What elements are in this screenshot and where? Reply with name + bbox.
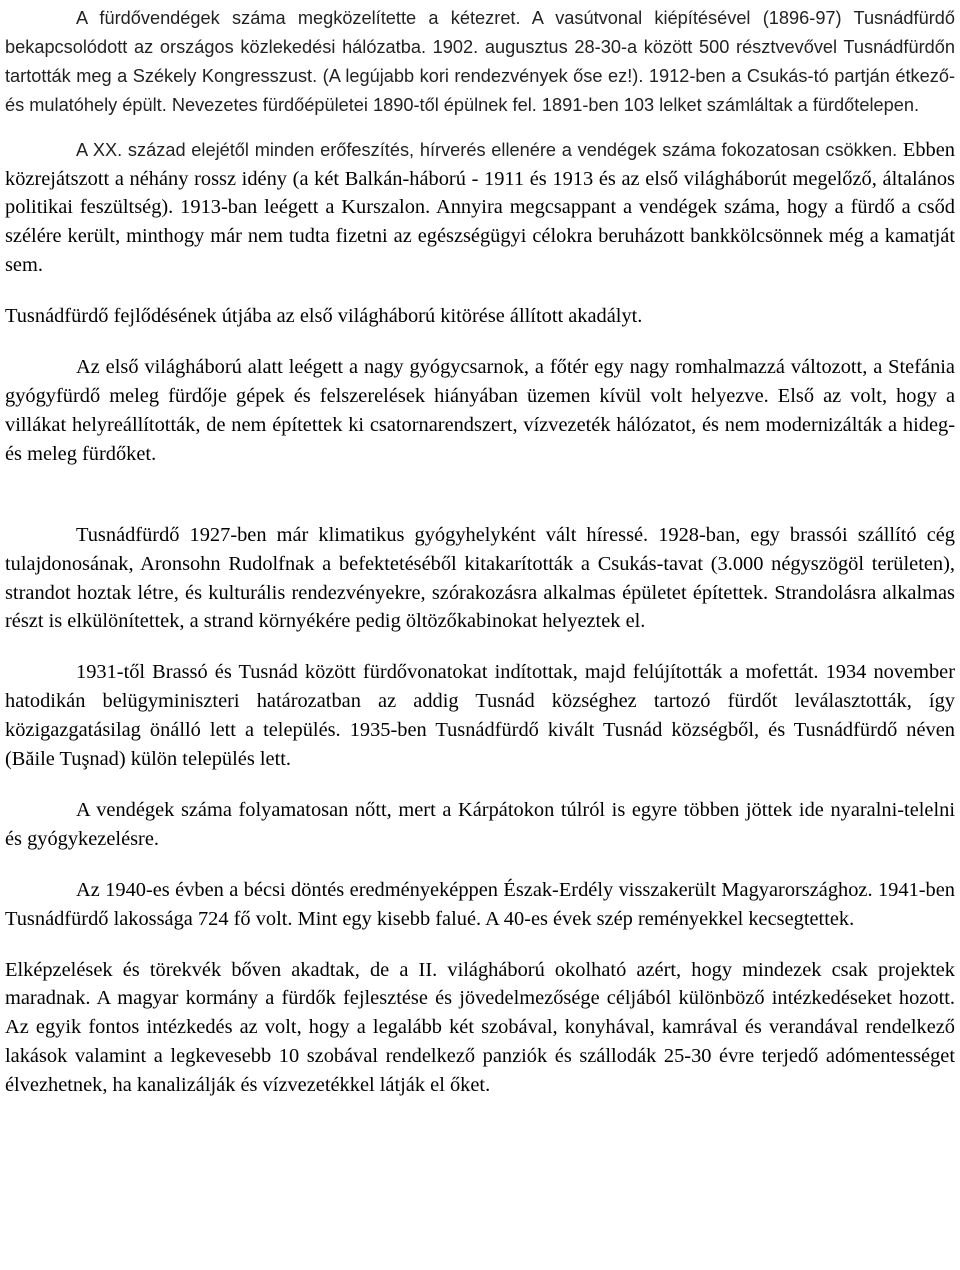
paragraph-growing-guests (5, 796, 955, 854)
paragraph-text: A vendégek száma folyamatosan nőtt, mert a Kárpátokon túlról is egyre többen jöttek ide nyaralni-telelni és gyógykezelésre. (5, 798, 955, 850)
document-page (5, 4, 955, 1100)
paragraph-ww2-plans (5, 956, 955, 1101)
paragraph-1940-vienna-award (5, 876, 955, 934)
paragraph-text: Az első világháború alatt leégett a nagy gyógycsarnok, a főtér egy nagy romhalmazzá változott, a Stefánia gyógyfürdő meleg fürdője gépek és felszerelések hiányában üzemen kívül volt helyezve. Első az volt, hogy a villákat helyreállították, de nem építettek ki csatornarendszert, vízvezeték hálózatot, és nem modernizálták a hideg- és meleg fürdőket. (5, 356, 955, 465)
paragraph-text: Tusnádfürdő fejlődésének útjába az első világháború kitörése állított akadályt. (5, 305, 643, 328)
paragraph-ww1-obstacle (5, 302, 955, 331)
paragraph-text: A XX. század elejétől minden erőfeszítés, hírverés ellenére a vendégek száma fokozatosan csökken. (76, 139, 903, 160)
paragraph-text: A fürdővendégek száma megközelítette a kétezret. A vasútvonal kiépítésével (1896-97) Tusnádfürdő bekapcsolódott az országos közlekedési hálózatba. 1902. augusztus 28-30-a között 500 résztvevővel Tusnádfürdőn tartották meg a Székely Kongresszust. (A legújabb kori rendezvények őse ez!). 1912-ben a Csukás-tó partján étkező- és mulatóhely épült. Nevezetes fürdőépületei 1890-től épülnek fel. 1891-ben 103 lelket számláltak a fürdőtelepen. (5, 8, 955, 115)
paragraph-spa-guests-railway (5, 4, 955, 120)
paragraph-1927-climatic-resort (5, 521, 955, 637)
paragraph-text: Az 1940-es évben a bécsi döntés eredményeképpen Észak-Erdély visszakerült Magyarországhoz. 1941-ben Tusnádfürdő lakossága 724 fő volt. Mint egy kisebb falué. A 40-es évek szép reményekkel kecsegtettek. (5, 878, 955, 930)
paragraph-text: Elképzelések és törekvék bőven akadtak, de a II. világháború okolható azért, hogy mindezek csak projektek maradnak. A magyar kormány a fürdők fejlesztése és jövedelmezősége céljából különböző intézkedéseket hozott. Az egyik fontos intézkedés az volt, hogy a legalább két szobával, konyhával, kamrával és verandával rendelkező lakások valamint a legkevesebb 10 szobával rendelkező panziók és szállodák 25-30 évre terjedő adómentességet élvezhetnek, ha kanalizálják és vízvezetékkel látják el őket. (5, 958, 955, 1097)
paragraph-text: 1931-től Brassó és Tusnád között fürdővonatokat indítottak, majd felújították a mofettát. 1934 november hatodikán belügyminiszteri határozatban az addig Tusnád községhez tartozó fürdőt leválasztották, így közigazgatásilag önálló lett a település. 1935-ben Tusnádfürdő kivált Tusnád községből, és Tusnádfürdő néven (Băile Tuşnad) külön település lett. (5, 661, 955, 771)
paragraph-text: Tusnádfürdő 1927-ben már klimatikus gyógyhelyként vált híressé. 1928-ban, egy brassói szállító cég tulajdonosának, Aronsohn Rudolfnak a befektetéséből kitakarították a Csukás-tavat (3.000 négyszögöl területen), strandot hoztak létre, és kulturális rendezvényekre, szórakozásra alkalmas épületet építettek. Strandolásra alkalmas részt is elkülönítettek, a strand környékére pedig öltözőkabinokat helyeztek el. (5, 523, 955, 633)
paragraph-twentieth-century-decline (5, 136, 955, 281)
paragraph-ww1-damage (5, 353, 955, 469)
paragraph-text: Ebben közrejátszott a néhány rossz idény (a két Balkán-háború - 1911 és 1913 és az első világháborút megelőző, általános politikai feszültség). 1913-ban leégett a Kurszalon. Annyira megcsappant a vendégek száma, hogy a fürdő a csőd szélére került, minthogy már nem tudta fizetni az egészségügyi célokra beruházott bankkölcsönnek még a kamatját sem. (5, 138, 955, 277)
paragraph-1931-spa-trains (5, 658, 955, 774)
